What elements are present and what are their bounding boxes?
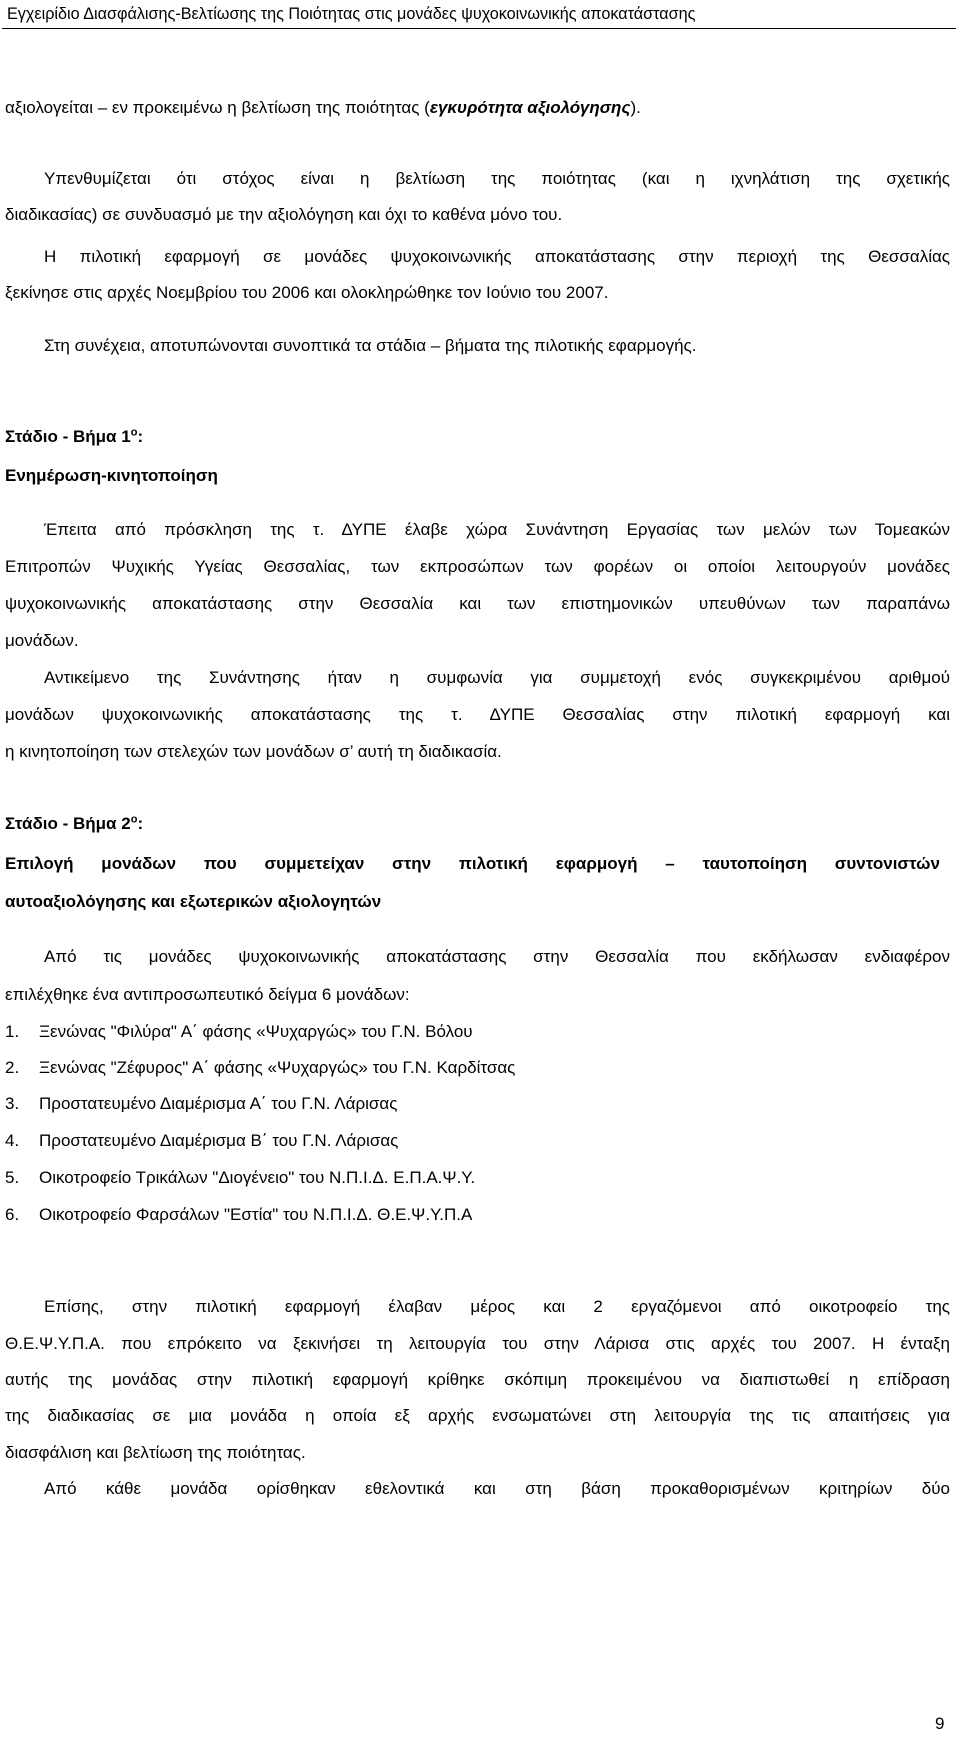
list-item: 3. Προστατευμένο Διαμέρισμα Α΄ του Γ.Ν. Λάρισας [5, 1094, 398, 1113]
list-item: 4. Προστατευμένο Διαμέρισμα Β΄ του Γ.Ν. Λάρισας [5, 1131, 399, 1150]
list-item: 2. Ξενώνας "Ζέφυρος" Α΄ φάσης «Ψυχαργώς» του Γ.Ν. Καρδίτσας [5, 1058, 516, 1077]
paragraph-line: διαδικασίας) σε συνδυασμό με την αξιολόγηση και όχι το καθένα μόνο του. [5, 205, 563, 224]
paragraph-line: Έπειτα από πρόσκληση της τ. ΔΥΠΕ έλαβε χώρα Συνάντηση Εργασίας των μελών των Τομεακών [44, 520, 950, 539]
paragraph-line: Θ.Ε.Ψ.Υ.Π.Α. που επρόκειτο να ξεκινήσει τη λειτουργία του στην Λάρισα στις αρχές του 2007. Η ένταξη [5, 1334, 950, 1353]
paragraph-text: αξιολογείται – εν προκειμένω η βελτίωση της ποιότητας ( [5, 98, 430, 117]
list-item: 5. Οικοτροφείο Τρικάλων "Διογένειο" του Ν.Π.Ι.Δ. Ε.Π.Α.Ψ.Υ. [5, 1168, 476, 1187]
paragraph-line: Αντικείμενο της Συνάντησης ήταν η συμφωνία για συμμετοχή ενός συγκεκριμένου αριθμού [44, 668, 950, 687]
paragraph-line: αυτής της μονάδας στην πιλοτική εφαρμογή κρίθηκε σκόπιμη προκειμένου να διαπιστωθεί η επίδραση [5, 1370, 950, 1389]
paragraph-line: διασφάλιση και βελτίωση της ποιότητας. [5, 1443, 306, 1462]
paragraph-line: επιλέχθηκε ένα αντιπροσωπευτικό δείγμα 6 μονάδων: [5, 985, 410, 1004]
paragraph-line: η κινητοποίηση των στελεχών των μονάδων σ’ αυτή τη διαδικασία. [5, 742, 502, 761]
paragraph-line: ξεκίνησε στις αρχές Νοεμβρίου του 2006 και ολοκληρώθηκε τον Ιούνιο του 2007. [5, 283, 609, 302]
page-number: 9 [935, 1714, 945, 1733]
stage2-subheading: Επιλογή μονάδων που συμμετείχαν στην πιλοτική εφαρμογή – ταυτοποίηση συντονιστών [5, 854, 940, 873]
stage1-subheading: Ενημέρωση-κινητοποίηση [5, 466, 218, 485]
paragraph-line [5, 97, 950, 119]
emphasis-text: εγκυρότητα αξιολόγησης [429, 98, 631, 117]
paragraph-line: μονάδων ψυχοκοινωνικής αποκατάστασης της τ. ΔΥΠΕ Θεσσαλίας στην πιλοτική εφαρμογή και [5, 705, 950, 724]
paragraph-line: μονάδων. [5, 631, 79, 650]
stage2-heading: Στάδιο - Βήμα $2^o$: [5, 813, 144, 833]
paragraph-line: Επιτροπών Ψυχικής Υγείας Θεσσαλίας, των εκπροσώπων των φορέων οι οποίοι λειτουργούν μονάδες [5, 557, 950, 576]
paragraph-line: Επίσης, στην πιλοτική εφαρμογή έλαβαν μέρος και 2 εργαζόμενοι από οικοτροφείο της [44, 1297, 950, 1316]
stage2-subheading: αυτοαξιολόγησης και εξωτερικών αξιολογητών [5, 892, 382, 911]
paragraph-line: Από τις μονάδες ψυχοκοινωνικής αποκατάστασης στην Θεσσαλία που εκδήλωσαν ενδιαφέρον [44, 947, 950, 966]
paragraph-line: Υπενθυμίζεται ότι στόχος είναι η βελτίωση της ποιότητας (και η ιχνηλάτιση της σχετικής [44, 169, 950, 188]
header-rule [2, 28, 956, 29]
stage1-heading: Στάδιο - Βήμα $1^o$: [5, 426, 144, 446]
paragraph-line: Στη συνέχεια, αποτυπώνονται συνοπτικά τα στάδια – βήματα της πιλοτικής εφαρμογής. [44, 336, 697, 355]
paragraph-line: της διαδικασίας σε μια μονάδα η οποία εξ αρχής ενσωματώνει στη λειτουργία της τις απαιτήσεις για [5, 1406, 950, 1425]
list-item: 6. Οικοτροφείο Φαρσάλων "Εστία" του Ν.Π.Ι.Δ. Θ.Ε.Ψ.Υ.Π.Α [5, 1205, 473, 1224]
paragraph-line: ψυχοκοινωνικής αποκατάστασης στην Θεσσαλία και των επιστημονικών υπευθύνων των παραπάνω [5, 594, 950, 613]
paragraph-line: Από κάθε μονάδα ορίσθηκαν εθελοντικά και στη βάση προκαθορισμένων κριτηρίων δύο [44, 1479, 950, 1498]
paragraph-line: Η πιλοτική εφαρμογή σε μονάδες ψυχοκοινωνικής αποκατάστασης στην περιοχή της Θεσσαλίας [44, 247, 950, 266]
paragraph-text: ). [630, 98, 641, 117]
running-header: Εγχειρίδιο Διασφάλισης-Βελτίωσης της Ποιότητας στις μονάδες ψυχοκοινωνικής αποκατάστασης [7, 5, 696, 23]
list-item: 1. Ξενώνας "Φιλύρα" Α΄ φάσης «Ψυχαργώς» του Γ.Ν. Βόλου [5, 1022, 473, 1041]
